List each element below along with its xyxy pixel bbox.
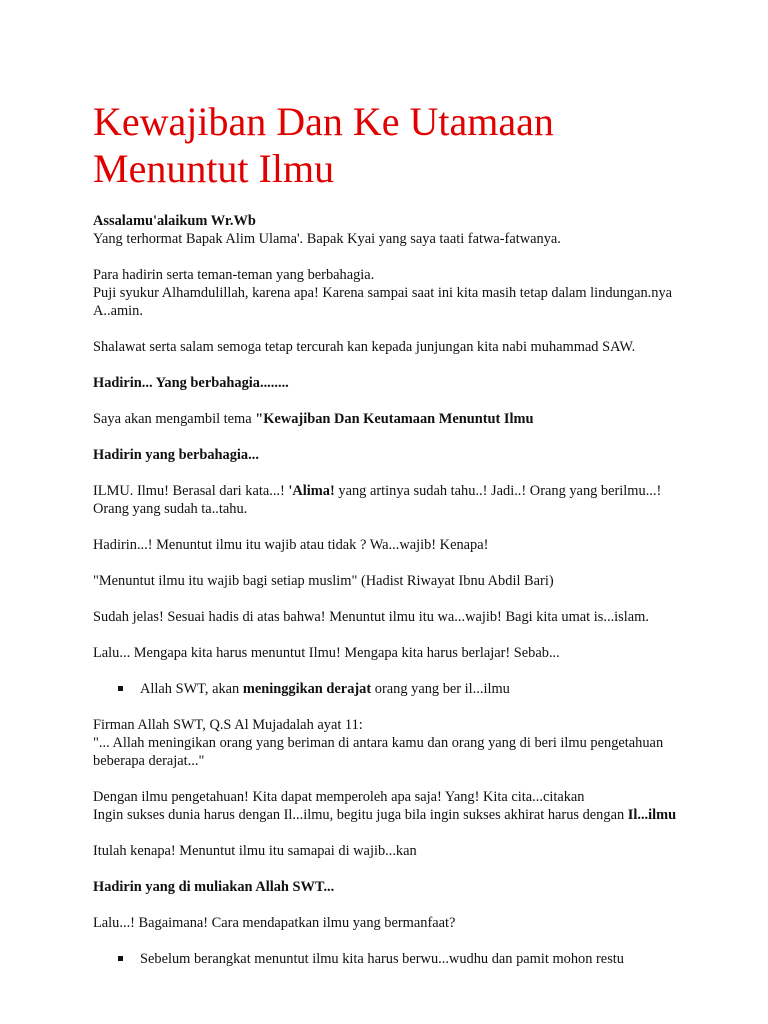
paragraph: Hadirin...! Menuntut ilmu itu wajib atau tidak ? Wa...wajib! Kenapa! [93,537,489,553]
paragraph: Lalu...! Bagaimana! Cara mendapatkan ilmu yang bermanfaat? [93,915,456,931]
paragraph: ILMU. Ilmu! Berasal dari kata...! 'Alima! yang artinya sudah tahu..! Jadi..! Orang yang berilmu...! Orang yang sudah ta..tahu. [93,483,662,517]
paragraph: Saya akan mengambil tema "Kewajiban Dan Keutamaan Menuntut Ilmu [93,411,534,427]
section-heading: Hadirin yang di muliakan Allah SWT... [93,879,335,895]
paragraph: Dengan ilmu pengetahuan! Kita dapat memperoleh apa saja! Yang! Kita cita...citakan [93,789,585,805]
paragraph: Itulah kenapa! Menuntut ilmu itu samapai di wajib...kan [93,843,417,859]
paragraph: Para hadirin serta teman-teman yang berbahagia. [93,267,375,283]
paragraph: Yang terhormat Bapak Alim Ulama'. Bapak Kyai yang saya taati fatwa-fatwanya. [93,231,561,247]
bullet-icon [118,686,123,691]
paragraph: Ingin sukses dunia harus dengan Il...ilmu, begitu juga bila ingin sukses akhirat harus dengan Il...ilmu [93,807,677,823]
quote: "... Allah meningikan orang yang beriman di antara kamu dan orang yang di beri ilmu pengetahuan beberapa derajat..." [93,735,664,769]
bullet-list [93,950,693,968]
section-heading: Hadirin... Yang berbahagia........ [93,375,289,391]
paragraph: Firman Allah SWT, Q.S Al Mujadalah ayat 11: [93,717,363,733]
paragraph: Shalawat serta salam semoga tetap tercurah kan kepada junjungan kita nabi muhammad SAW. [93,339,636,355]
section-heading: Hadirin yang berbahagia... [93,447,259,463]
greeting: Assalamu'alaikum Wr.Wb [93,213,256,229]
bullet-list [93,680,693,698]
list-item: Sebelum berangkat menuntut ilmu kita harus berwu...wudhu dan pamit mohon restu [118,950,693,968]
paragraph: Puji syukur Alhamdulillah, karena apa! Karena sampai saat ini kita masih tetap dalam lindungan.nya A..amin. [93,285,673,319]
bullet-icon [118,956,123,961]
paragraph: "Menuntut ilmu itu wajib bagi setiap muslim" (Hadist Riwayat Ibnu Abdil Bari) [93,573,554,589]
list-item: Allah SWT, akan meninggikan derajat orang yang ber il...ilmu [118,680,693,698]
document-page [93,98,693,968]
paragraph: Lalu... Mengapa kita harus menuntut Ilmu! Mengapa kita harus berlajar! Sebab... [93,645,560,661]
document-title: Kewajiban Dan Ke Utamaan Menuntut Ilmu [93,99,554,191]
paragraph: Sudah jelas! Sesuai hadis di atas bahwa! Menuntut ilmu itu wa...wajib! Bagi kita umat is...islam. [93,609,649,625]
